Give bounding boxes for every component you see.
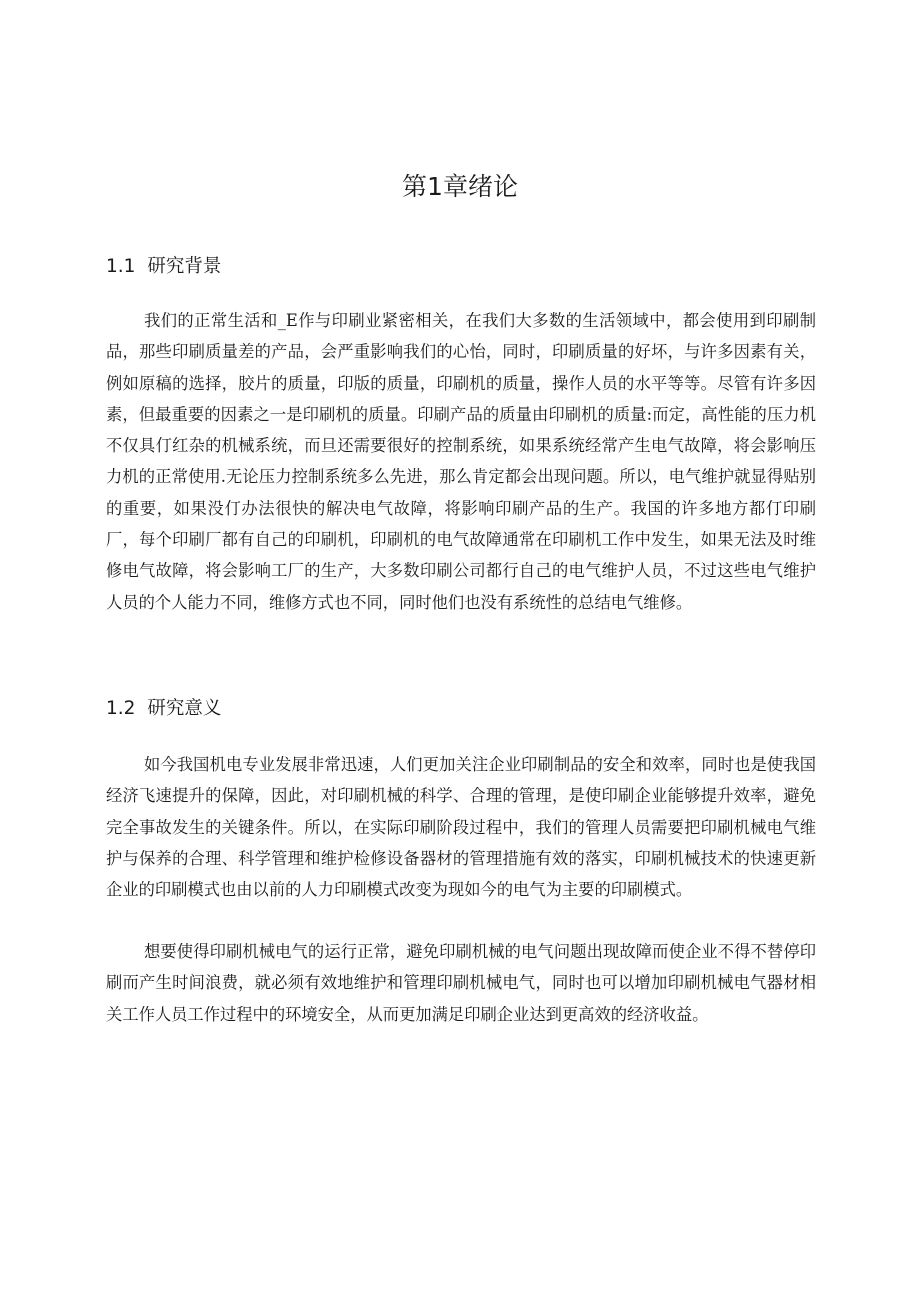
- section-heading-1-2: [106, 696, 221, 722]
- section-number: 1.2: [106, 698, 136, 719]
- chapter-title: 第1章绪论: [402, 172, 518, 201]
- section-heading-1-1: [106, 254, 221, 280]
- section-title: 研究背景: [147, 256, 222, 277]
- section-title: 研究意义: [147, 698, 222, 719]
- paragraph-research-significance-1: 如今我国机电专业发展非常迅速，人们更加关注企业印刷制品的安全和效率，同时也是使我国经济飞速提升的保障，因此，对印刷机械的科学、合理的管理，是使印刷企业能够提升效率，避免完全事故发生的关键条件。所以，在实际印刷阶段过程中，我们的管理人员需要把印刷机械电气维护与保养的合理、科学管理和维护检修设备器材的管理措施有效的落实，印刷机械技术的快速更新企业的印刷模式也由以前的人力印刷模式改变为现如今的电气为主要的印刷模式。: [106, 755, 816, 900]
- paragraph-research-background: 我们的正常生活和_E作与印刷业紧密相关，在我们大多数的生活领域中，都会使用到印刷制品，那些印刷质量差的产品，会严重影响我们的心怡，同时，印刷质量的好坏，与许多因素有关，例如原稿的选择，胶片的质量，印版的质量，印刷机的质量，操作人员的水平等等。尽管有许多因素，但最重要的因素之一是印刷机的质量。印刷产品的质量由印刷机的质量:而定，高性能的压力机不仅具仃红杂的机械系统，而旦还需要很好的控制系统，如果系统经常产生电气故障，将会影响压力机的正常使用.无论压力控制系统多么先进，那么肯定都会出现问题。所以，电气维护就显得贴别的重要，如果没仃办法很快的解决电气故障，将影响印刷产品的生产。我国的许多地方都仃印刷厂，每个印刷厂都有自己的印刷机，印刷机的电气故障通常在印刷机工作中发生，如果无法及时维修电气故障，将会影响工厂的生产，大多数印刷公司都行自己的电气维护人员，不过这些电气维护人员的个人能力不同，维修方式也不同，同时他们也没有系统性的总结电气维修。: [106, 311, 816, 612]
- paragraph-research-significance-2: 想要使得印刷机械电气的运行正常，避免印刷机械的电气问题出现故障而使企业不得不替停印刷而产生时间浪费，就必须有效地维护和管理印刷机械电气，同时也可以增加印刷机械电气器材相关工作人员工作过程中的环境安全，从而更加满足印刷企业达到更高效的经济收益。: [106, 942, 816, 1024]
- section-number: 1.1: [106, 256, 136, 277]
